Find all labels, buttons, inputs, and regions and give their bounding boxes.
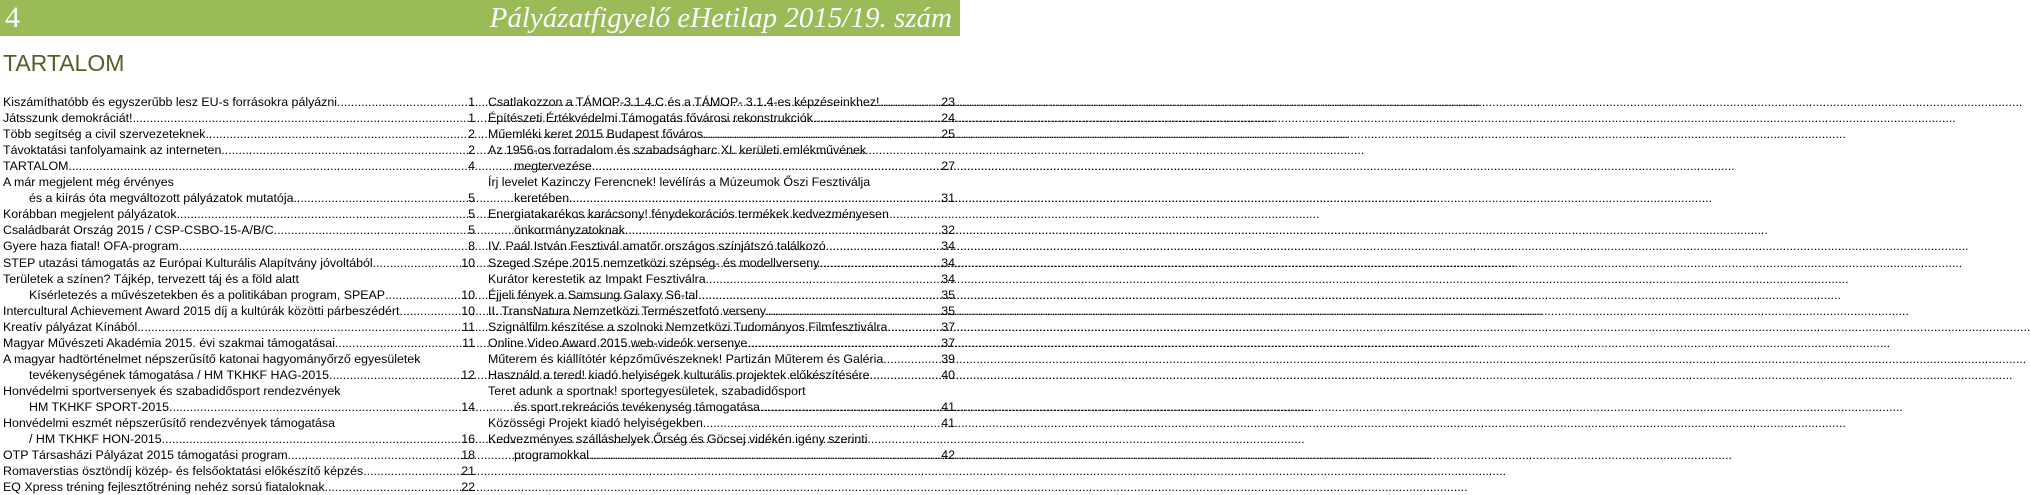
toc-entry[interactable] <box>488 367 955 383</box>
toc-entry-title: Kiszámíthatóbb és egyszerűbb lesz EU-s forrásokra pályázni <box>3 95 338 110</box>
toc-entry-title: Intercultural Achievement Award 2015 díj a kultúrák közötti párbeszédért <box>3 303 400 318</box>
toc-page-number: 34 <box>941 271 955 286</box>
toc-entry[interactable] <box>3 415 475 447</box>
toc-entry-line <box>3 126 475 142</box>
toc-entry-title: OTP Társasházi Pályázat 2015 támogatási program <box>3 448 288 463</box>
toc-entry[interactable] <box>3 479 475 495</box>
toc-page-number: 5 <box>468 191 475 206</box>
toc-leader-dots <box>883 351 940 367</box>
toc-entry-title: Műemléki keret 2015 Budapest főváros <box>488 127 703 142</box>
toc-entry-line <box>3 479 475 495</box>
toc-entry-line <box>3 351 475 367</box>
toc-entry-title: programokkal <box>514 448 590 463</box>
toc-leader-dots <box>137 319 461 335</box>
toc-entry-title: Műterem és kiállítótér képzőművészeknek! Partizán Műterem és Galéria <box>488 351 884 366</box>
toc-entry-line <box>3 110 475 126</box>
toc-leader-dots <box>887 319 940 335</box>
toc-entry-line <box>3 335 475 351</box>
toc-entry[interactable] <box>488 431 955 463</box>
toc-entry-line <box>488 415 955 431</box>
toc-leader-dots <box>826 238 941 254</box>
toc-entry[interactable] <box>488 174 955 206</box>
toc-leader-dots <box>703 415 940 431</box>
toc-page-number: 11 <box>462 319 475 334</box>
toc-page-number: 27 <box>941 159 955 174</box>
toc-entry[interactable] <box>3 319 475 335</box>
toc-leader-dots <box>169 399 460 415</box>
toc-entry[interactable] <box>488 94 955 110</box>
toc-entry-line <box>488 335 955 351</box>
toc-entry-line <box>3 190 475 206</box>
toc-entry-title: Szignálfilm készítése a szolnoki Nemzetközi Tudományos Filmfesztiválra <box>488 319 888 334</box>
toc-entry-title: Területek a színen? Tájkép, tervezett táj és a föld alatt <box>3 271 299 286</box>
toc-entry-line <box>488 383 955 399</box>
toc-entry-title: Energiatakarékos karácsony! fénydekorációs termékek kedvezményesen <box>488 207 889 222</box>
toc-leader-dots <box>221 142 467 158</box>
toc-right-column <box>488 94 955 463</box>
toc-entry-title: Az 1956-os forradalom és szabadságharc XI. kerületi emlékművének <box>488 143 867 158</box>
toc-entry-line <box>488 351 955 367</box>
toc-entry[interactable] <box>3 126 475 142</box>
toc-entry[interactable] <box>488 383 955 415</box>
toc-entry-title: tevékenységének támogatása / HM TKHKF HAG-2015 <box>29 367 330 382</box>
toc-entry-title: és sport rekreációs tevékenység támogatása <box>514 399 760 414</box>
page-number: 4 <box>5 1 20 34</box>
toc-leader-dots <box>293 190 467 206</box>
toc-entry-title: TARTALOM <box>3 159 69 174</box>
toc-entry[interactable] <box>3 94 475 110</box>
toc-entry[interactable] <box>3 271 475 303</box>
toc-entry-line <box>488 174 955 190</box>
toc-page-number: 34 <box>941 255 955 270</box>
toc-entry-line <box>488 367 955 383</box>
toc-page-number: 11 <box>462 335 475 350</box>
toc-entry[interactable] <box>488 254 955 270</box>
toc-entry-line <box>3 158 475 174</box>
toc-page-number: 23 <box>941 95 955 110</box>
toc-entry-line <box>3 94 475 110</box>
toc-page-number: 41 <box>941 399 955 414</box>
toc-entry-line <box>488 94 955 110</box>
toc-entry-title: Kurátor kerestetik az Impakt Fesztiválra <box>488 271 706 286</box>
toc-entry-line <box>488 271 955 287</box>
toc-entry-line <box>3 415 475 431</box>
toc-entry[interactable] <box>488 351 955 367</box>
toc-entry-line <box>3 303 475 319</box>
toc-page-number: 1 <box>468 95 475 110</box>
toc-leader-dots <box>879 94 940 110</box>
toc-entry-line <box>3 399 475 415</box>
toc-entry-title: IV. Paál István Fesztivál amatőr országos színjátszó találkozó <box>488 239 826 254</box>
toc-entry-line <box>488 303 955 319</box>
toc-entry-title: Több segítség a civil szervezeteknek <box>3 127 206 142</box>
toc-page-number: 31 <box>941 191 955 206</box>
toc-leader-dots <box>132 110 467 126</box>
toc-entry-line <box>3 142 475 158</box>
toc-entry-line <box>3 271 475 287</box>
toc-entry-title: Éjjeli fények a Samsung Galaxy S6-tal <box>488 287 699 302</box>
toc-entry-title: II. TransNatura Nemzetközi Természetfotó verseny <box>488 303 766 318</box>
toc-entry-line <box>488 222 955 238</box>
toc-entry-title: Kreatív pályázat Kínából <box>3 319 138 334</box>
toc-entry-title: és a kiírás óta megváltozott pályázatok mutatója <box>29 191 294 206</box>
toc-entry-line <box>488 287 955 303</box>
toc-entry-line <box>488 110 955 126</box>
toc-entry-line <box>488 206 955 222</box>
toc-leader-dots <box>373 255 461 271</box>
toc-entry[interactable] <box>488 415 955 431</box>
toc-page-number: 24 <box>941 111 955 126</box>
toc-entry-line <box>3 319 475 335</box>
toc-entry[interactable] <box>488 238 955 254</box>
toc-entry[interactable] <box>3 254 475 270</box>
toc-leader-dots <box>819 255 940 271</box>
toc-leader-dots <box>706 271 941 287</box>
toc-entry-title: keretében <box>514 191 570 206</box>
toc-entry-line <box>3 206 475 222</box>
toc-entry-title: Honvédelmi eszmét népszerűsítő rendezvények támogatása <box>3 415 335 430</box>
toc-entry-title: önkormányzatoknak <box>514 223 625 238</box>
toc-page-number: 39 <box>941 351 955 366</box>
toc-entry-title: Játsszunk demokráciát! <box>3 111 133 126</box>
toc-leader-dots <box>813 110 940 126</box>
toc-entry-title: Közösségi Projekt kiadó helyiségekben <box>488 415 703 430</box>
toc-entry-title: / HM TKHKF HON-2015 <box>29 432 162 447</box>
toc-page-number: 10 <box>461 303 475 318</box>
toc-entry-line <box>488 142 955 158</box>
toc-entry-title: Online Video Award 2015 web-videók versenye <box>488 335 748 350</box>
toc-entry[interactable] <box>488 287 955 303</box>
toc-entry-title: Korábban megjelent pályázatok <box>3 207 177 222</box>
toc-leader-dots <box>177 206 468 222</box>
toc-entry[interactable] <box>3 383 475 415</box>
toc-entry-title: Gyere haza fiatal! OFA-program <box>3 239 179 254</box>
toc-entry[interactable] <box>3 110 475 126</box>
toc-entry[interactable] <box>488 303 955 319</box>
toc-entry-line <box>3 254 475 270</box>
toc-page-number: 2 <box>468 143 475 158</box>
toc-page-number: 12 <box>461 367 475 382</box>
toc-entry[interactable] <box>3 447 475 463</box>
toc-leader-dots <box>766 303 940 319</box>
toc-entry-title: Építészeti Értékvédelmi Támogatás fővárosi rekonstrukciók <box>488 111 813 126</box>
toc-page-number: 4 <box>468 159 475 174</box>
toc-entry-line <box>488 158 955 174</box>
toc-entry-line <box>488 126 955 142</box>
toc-entry-title: HM TKHKF SPORT-2015 <box>29 399 170 414</box>
toc-page-number: 18 <box>461 448 475 463</box>
toc-page-number: 35 <box>941 303 955 318</box>
toc-leader-dots <box>329 367 460 383</box>
toc-page-number: 10 <box>461 255 475 270</box>
publication-title: Pályázatfigyelő eHetilap 2015/19. szám <box>489 2 952 34</box>
toc-entry-line <box>3 431 475 447</box>
toc-entry[interactable] <box>488 142 955 174</box>
toc-leader-dots <box>335 335 461 351</box>
toc-entry-title: Távoktatási tanfolyamaink az interneten <box>3 143 222 158</box>
toc-entry[interactable] <box>3 222 475 238</box>
toc-page-number: 34 <box>941 239 955 254</box>
toc-entry[interactable] <box>3 158 475 174</box>
toc-entry[interactable] <box>3 238 475 254</box>
toc-entry[interactable] <box>488 206 955 238</box>
toc-page-number: 2 <box>468 127 475 142</box>
toc-leader-dots <box>870 367 941 383</box>
toc-leader-dots <box>385 287 460 303</box>
toc-page-number: 10 <box>461 287 475 302</box>
toc-entry-line <box>3 367 475 383</box>
toc-entry[interactable] <box>3 206 475 222</box>
toc-entry[interactable] <box>3 303 475 319</box>
toc-entry[interactable] <box>3 351 475 383</box>
toc-entry-line <box>488 190 955 206</box>
toc-leader-dots <box>162 431 461 447</box>
toc-page-number: 1 <box>468 111 475 126</box>
toc-entry-title: Teret adunk a sportnak! sportegyesületek, szabadidősport <box>488 383 806 398</box>
toc-page-number: 5 <box>468 223 475 238</box>
toc-entry-title: Családbarát Ország 2015 / CSP-CSBO-15-A/B/C <box>3 223 274 238</box>
toc-entry[interactable] <box>488 335 955 351</box>
toc-entry-line <box>488 399 955 415</box>
toc-entry-line <box>3 447 475 463</box>
toc-entry-title: STEP utazási támogatás az Európai Kulturális Alapítvány jóvoltából <box>3 255 373 270</box>
toc-page-number: 5 <box>468 207 475 222</box>
toc-entry-title: Használd a tered! kiadó helyiségek kulturális projektek előkészítésére <box>488 367 870 382</box>
toc-entry-line <box>3 222 475 238</box>
toc-leader-dots <box>288 447 461 463</box>
toc-page-number: 40 <box>941 367 955 382</box>
toc-leader-dots <box>179 238 467 254</box>
toc-page-number: 14 <box>461 399 475 414</box>
toc-leader-dots <box>625 222 940 238</box>
toc-entry-line <box>488 238 955 254</box>
toc-leader-dots <box>274 222 467 238</box>
toc-entry-title: Kedvezményes szálláshelyek Őrség és Göcsej vidékén igény szerinti <box>488 432 868 447</box>
toc-entry-line <box>3 287 475 303</box>
toc-entry[interactable] <box>488 319 955 335</box>
toc-leader-dots <box>747 335 940 351</box>
toc-page-number: 22 <box>461 480 475 495</box>
toc-leader-dots <box>400 303 461 319</box>
toc-leader-dots <box>363 463 460 479</box>
toc-entry-line <box>488 431 955 447</box>
toc-entry-title: A magyar hadtörténelmet népszerűsítő katonai hagyományőrző egyesületek <box>3 351 421 366</box>
toc-left-column <box>3 94 475 495</box>
toc-entry-title: A már megjelent még érvényes <box>3 175 174 190</box>
toc-page-number: 21 <box>461 464 475 479</box>
toc-leader-dots <box>760 399 940 415</box>
toc-page-number: 32 <box>941 223 955 238</box>
toc-page-number: 37 <box>941 335 955 350</box>
toc-entry-line <box>488 319 955 335</box>
toc-entry[interactable] <box>488 110 955 126</box>
toc-leader-dots <box>569 190 940 206</box>
toc-entry-line <box>3 463 475 479</box>
toc-entry-title: Csatlakozzon a TÁMOP-3.1.4.C és a TÁMOP- 3.1.4-es képzéseinkhez! <box>488 95 880 110</box>
toc-page-number: 41 <box>941 415 955 430</box>
toc-entry-title: Kísérletezés a művészetekben és a politikában program, SPEAP <box>29 287 386 302</box>
toc-entry[interactable] <box>488 271 955 287</box>
page-header <box>0 0 960 36</box>
toc-entry-line <box>3 238 475 254</box>
toc-page-number: 16 <box>461 432 475 447</box>
toc-entry-title: EQ Xpress tréning fejlesztőtréning nehéz sorsú fiataloknak <box>3 480 325 495</box>
toc-entry[interactable] <box>3 142 475 158</box>
toc-leader-dots <box>592 158 940 174</box>
toc-page-number: 37 <box>941 319 955 334</box>
toc-entry[interactable] <box>488 126 955 142</box>
toc-entry-line <box>3 174 475 190</box>
toc-leader-dots <box>589 447 940 463</box>
toc-leader-dots <box>703 126 940 142</box>
toc-page-number: 42 <box>941 448 955 463</box>
toc-entry[interactable] <box>3 463 475 479</box>
toc-entry-title: Magyar Művészeti Akadémia 2015. évi szakmai támogatásai <box>3 335 335 350</box>
toc-leader-dots <box>698 287 940 303</box>
toc-leader-dots <box>325 479 461 495</box>
toc-leader-dots <box>337 94 467 110</box>
toc-page-number: 8 <box>468 239 475 254</box>
section-title: TARTALOM <box>3 50 125 76</box>
toc-entry-line <box>3 383 475 399</box>
toc-entry-line <box>488 447 955 463</box>
toc-entry[interactable] <box>3 335 475 351</box>
toc-entry-title: megtervezése <box>514 159 592 174</box>
toc-entry[interactable] <box>3 174 475 206</box>
toc-entry-title: Honvédelmi sportversenyek és szabadidősport rendezvények <box>3 383 341 398</box>
toc-entry-line <box>488 254 955 270</box>
toc-entry-title: Írj levelet Kazinczy Ferencnek! levélírás a Múzeumok Őszi Fesztiválja <box>488 175 871 190</box>
toc-leader-dots <box>68 158 467 174</box>
toc-entry-title: Romaverstias ösztöndíj közép- és felsőoktatási előkészítő képzés <box>3 464 364 479</box>
toc-page-number: 25 <box>941 127 955 142</box>
toc-page-number: 35 <box>941 287 955 302</box>
toc-entry-title: Szeged Szépe 2015 nemzetközi szépség- és modellverseny <box>488 255 820 270</box>
toc-leader-dots <box>205 126 467 142</box>
